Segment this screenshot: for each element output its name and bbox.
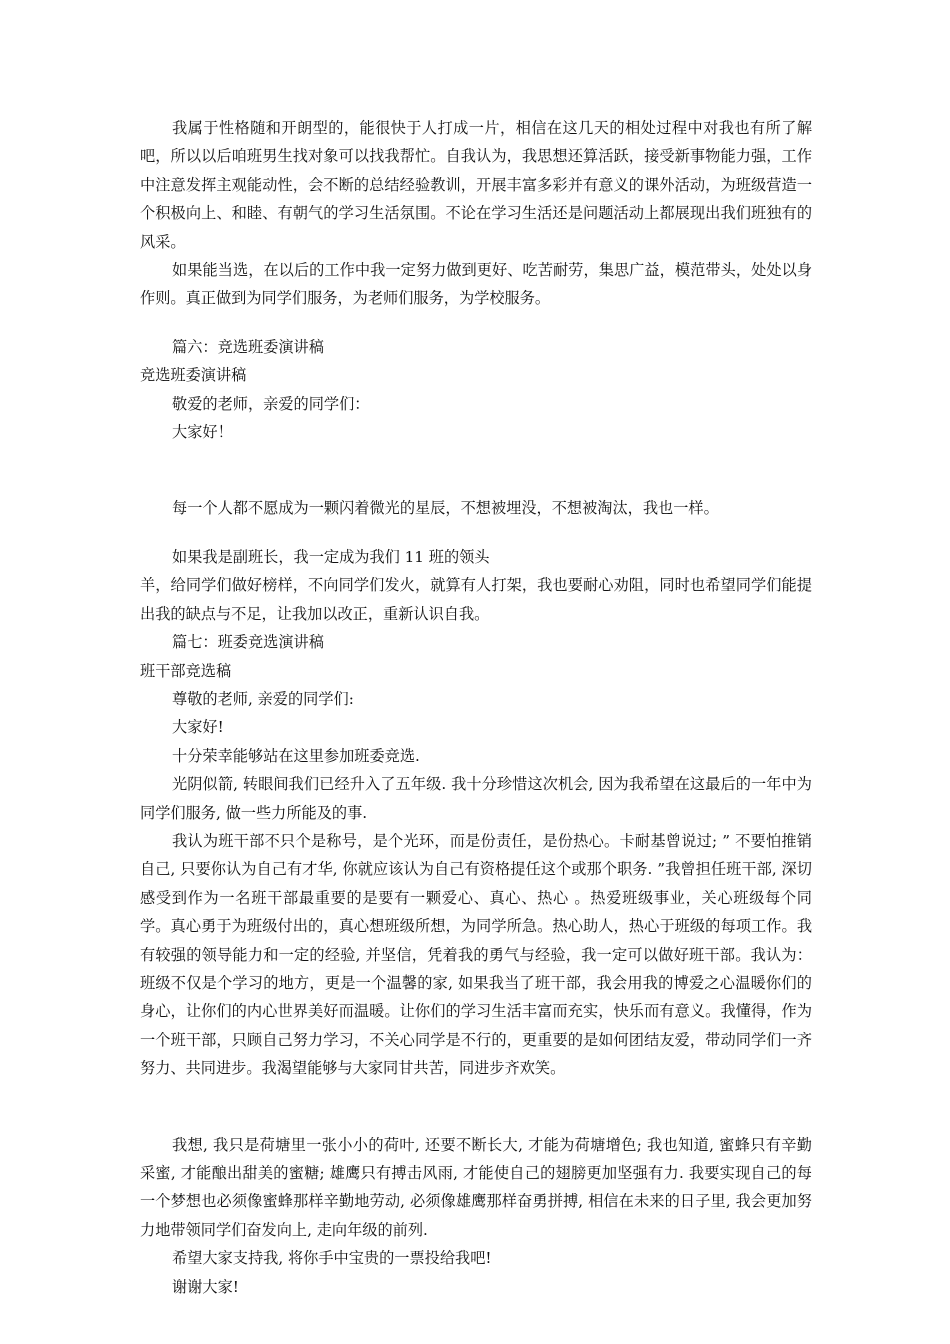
blank-space	[140, 313, 812, 333]
document-body	[140, 114, 812, 1301]
paragraph-self-introduction: 我属于性格随和开朗型的，能很快于人打成一片，相信在这几天的相处过程中对我也有所了解吧，所以以后咱班男生找对象可以找我帮忙。自我认为，我思想还算活跃，接受新事物能力强，工作中注意发挥主观能动性，会不断的总结经验教训，开展丰富多彩并有意义的课外活动，为班级营造一个积极向上、和睦、有朝气的学习生活氛围。不论在学习生活还是问题活动上都展现出我们班独有的风采。	[140, 119, 812, 251]
paragraph-honored: 十分荣幸能够站在这里参加班委竞选.	[172, 746, 420, 765]
blank-space	[140, 1083, 812, 1131]
section-heading-part-six: 篇六：竞选班委演讲稿	[172, 337, 324, 356]
paragraph-promise: 如果能当选，在以后的工作中我一定努力做到更好、吃苦耐劳，集思广益，模范带头，处处以身作则。真正做到为同学们服务，为老师们服务，为学校服务。	[140, 261, 812, 308]
paragraph-monitor-line-one: 如果我是副班长，我一定成为我们 11 班的领头	[172, 547, 490, 566]
salutation: 尊敬的老师, 亲爱的同学们:	[172, 689, 354, 708]
blank-space	[140, 523, 812, 543]
paragraph-lotus-leaf: 我想, 我只是荷塘里一张小小的荷叶, 还要不断长大, 才能为荷塘增色; 我也知道, 蜜蜂只有辛勤采蜜, 才能酿出甜美的蜜糖; 雄鹰只有搏击风雨, 才能使自己的翅膀更加坚强有力. 我要实现自己的每一个梦想也必须像蜜蜂那样辛勤地劳动, 必须像雄鹰那样奋勇拼搏, 相信在未来的日子里, 我会更加努力地带领同学们奋发向上, 走向年级的前列.	[140, 1135, 812, 1239]
paragraph-star: 每一个人都不愿成为一颗闪着微光的星辰，不想被埋没，不想被淘汰，我也一样。	[172, 499, 719, 518]
paragraph-class-cadre: 我认为班干部不只个是称号，是个光环，而是份责任，是份热心。卡耐基曾说过; ” 不要怕推销自己, 只要你认为自己有才华, 你就应该认为自己有资格提任这个或那个职务. ”我曾担任班干部, 深切感受到作为一名班干部最重要的是要有一颗爱心、真心、热心 。热爱班级事业，关心班级每个同学。真心勇于为班级付出的，真心想班级所想，为同学所急。热心助人，热心于班级的每项工作。我有较强的领导能力和一定的经验, 并坚信，凭着我的勇气与经验，我一定可以做好班干部。我认为：班级不仅是个学习的地方，更是一个温馨的家, 如果我当了班干部，我会用我的博爱之心温暖你们的身心，让你们的内心世界美好而温暖。让你们的学习生活丰富而充实，快乐而有意义。我懂得，作为一个班干部，只顾自己努力学习，不关心同学是不行的，更重要的是如何团结友爱，带动同学们一齐努力、共同进步。我渴望能够与大家同甘共苦，同进步齐欢笑。	[140, 831, 812, 1078]
greeting: 大家好！	[172, 423, 233, 442]
blank-space	[140, 446, 812, 494]
salutation: 敬爱的老师，亲爱的同学们：	[172, 394, 370, 413]
paragraph-thanks: 谢谢大家!	[172, 1277, 239, 1296]
paragraph-monitor-continued: 羊，给同学们做好榜样，不向同学们发火，就算有人打架，我也要耐心劝阻，同时也希望同学们能提出我的缺点与不足，让我加以改正，重新认识自我。	[140, 576, 812, 623]
paragraph-vote-request: 希望大家支持我, 将你手中宝贵的一票投给我吧!	[172, 1249, 492, 1268]
section-heading-part-seven: 篇七：班委竞选演讲稿	[172, 633, 324, 652]
paragraph-fifth-grade: 光阴似箭, 转眼间我们已经升入了五年级. 我十分珍惜这次机会, 因为我希望在这最后的一年中为同学们服务, 做一些力所能及的事.	[140, 775, 812, 822]
speech-title-part-six: 竞选班委演讲稿	[140, 366, 247, 385]
greeting: 大家好!	[172, 718, 224, 737]
speech-title-part-seven: 班干部竞选稿	[140, 661, 232, 680]
